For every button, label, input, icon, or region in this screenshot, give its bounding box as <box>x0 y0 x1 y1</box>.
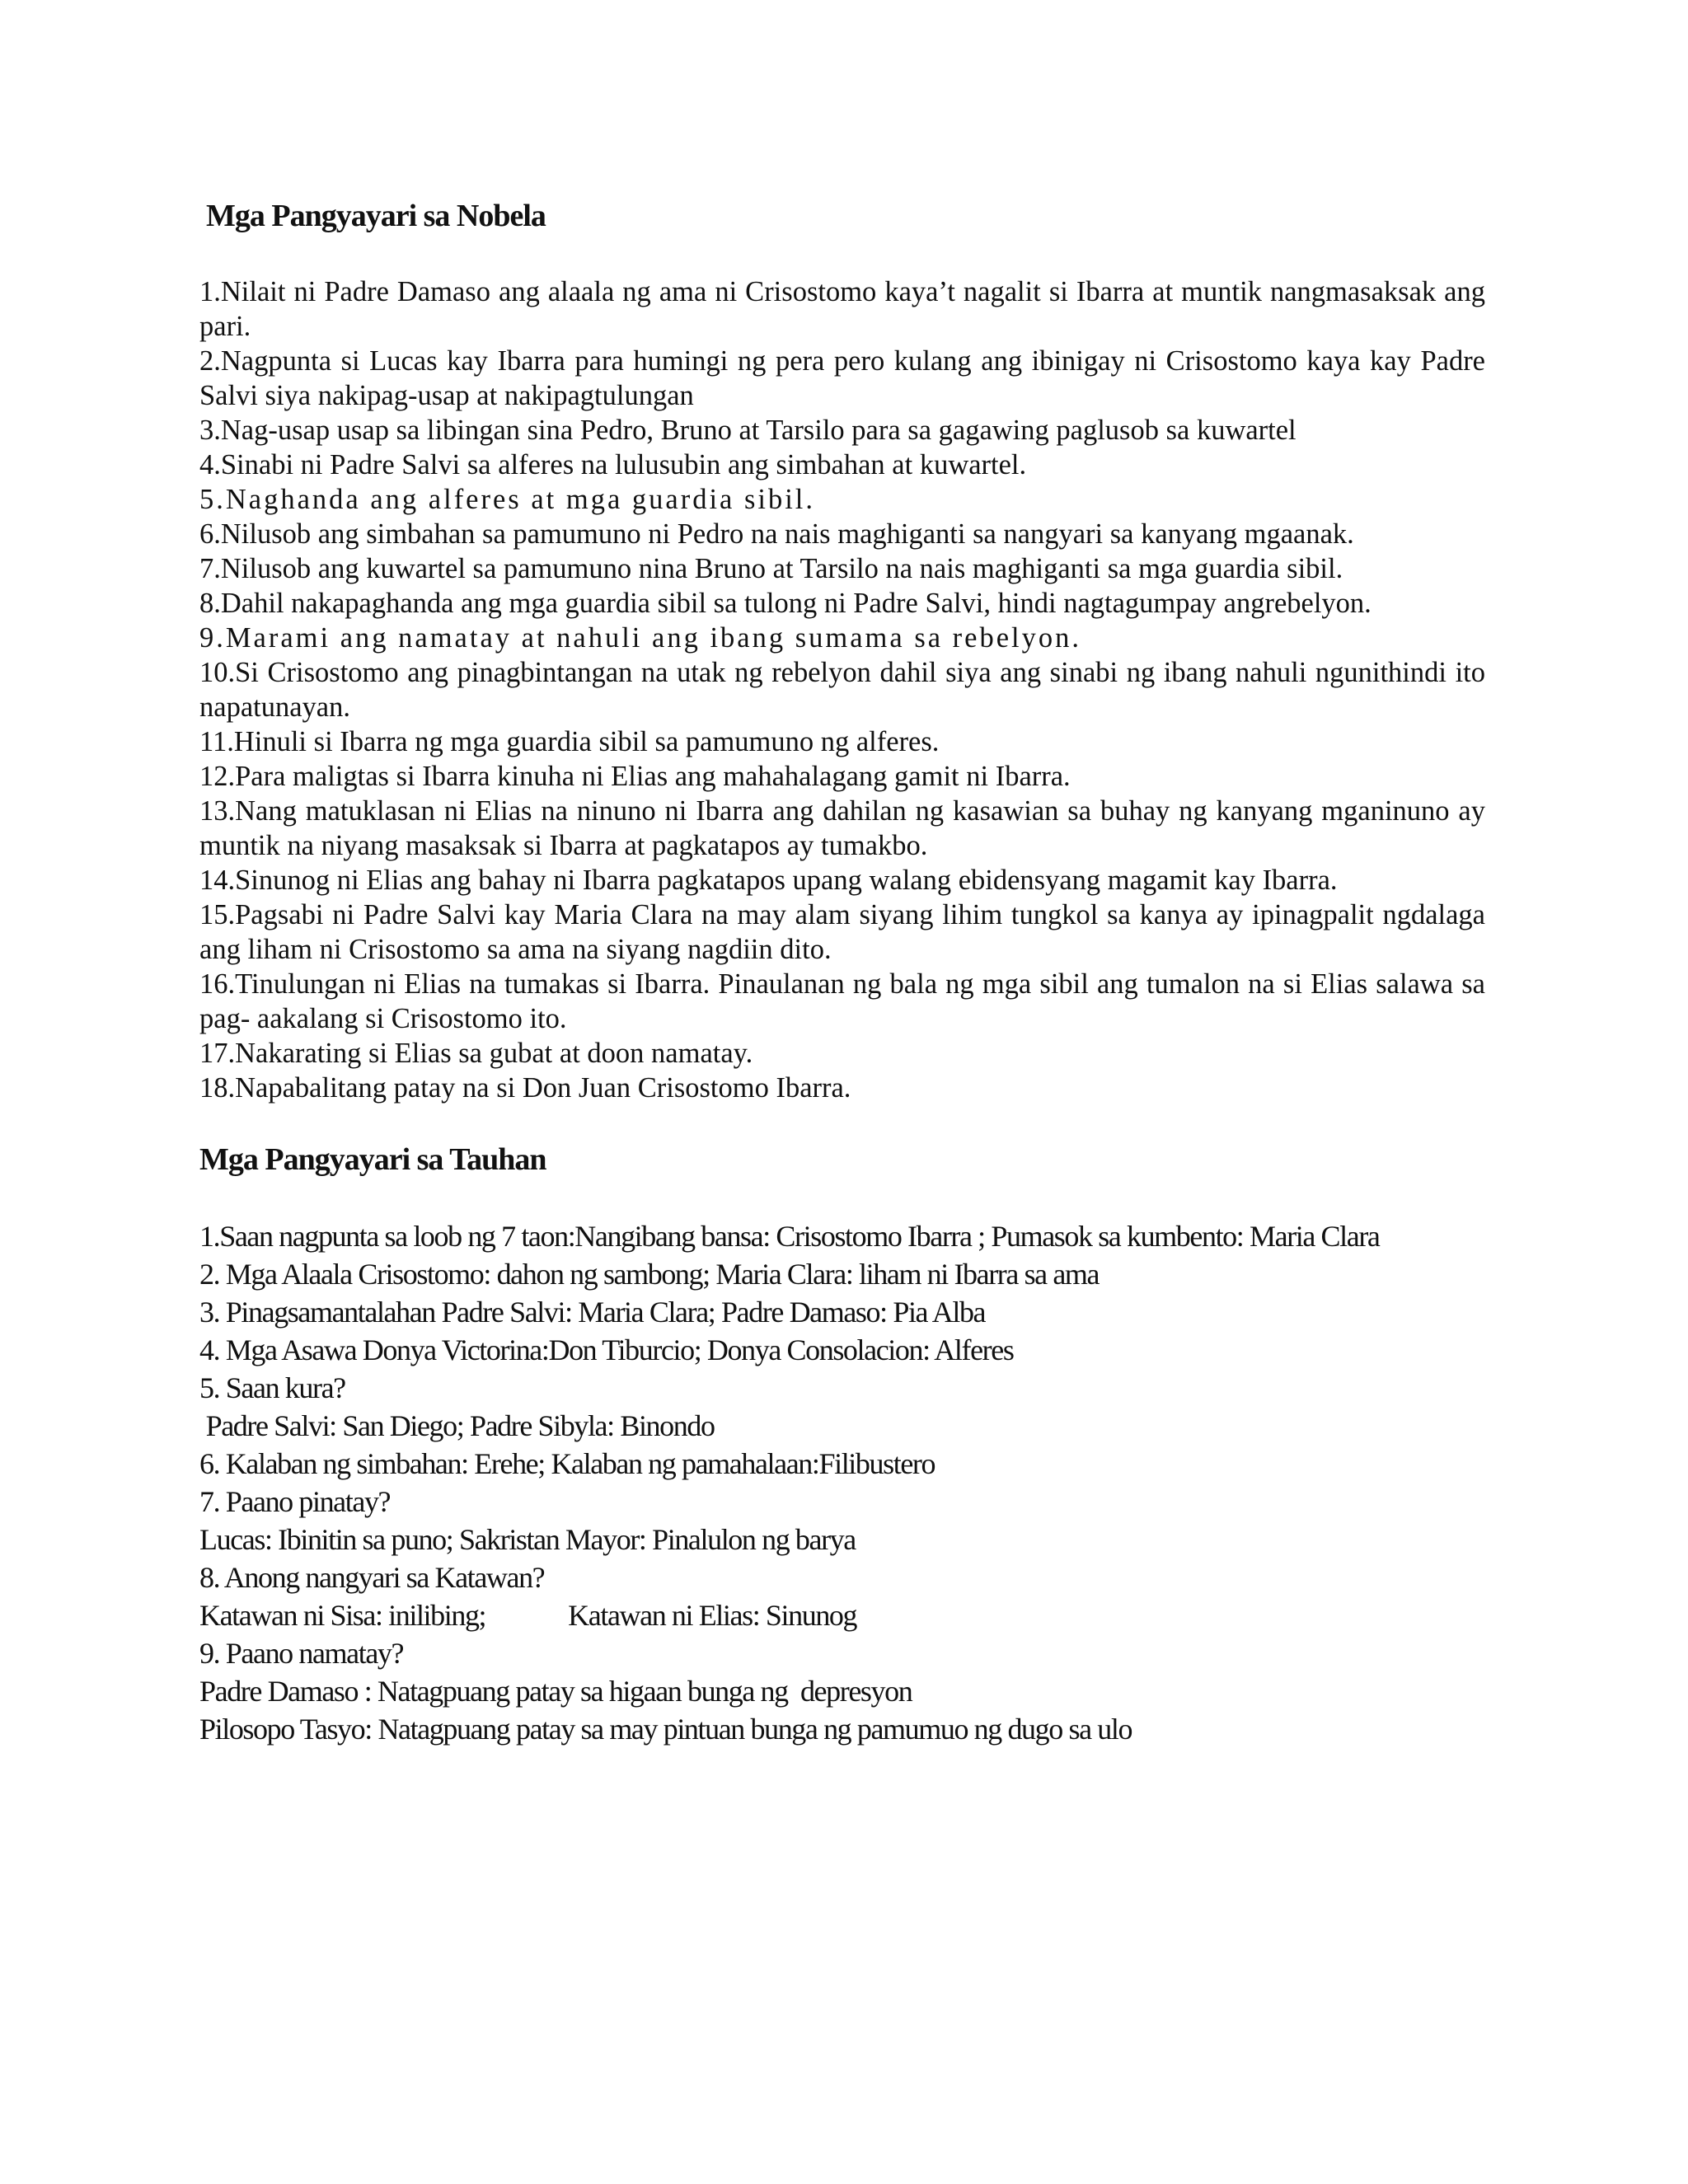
list-item: 1.Nilait ni Padre Damaso ang alaala ng ama ni Crisostomo kaya’t nagalit si Ibarra at muntik nangmasaksak ang pari. <box>199 276 1485 342</box>
list-item: 4.Sinabi ni Padre Salvi sa alferes na lulusubin ang simbahan at kuwartel. <box>199 449 1027 480</box>
list-item: 2. Mga Alaala Crisostomo: dahon ng sambong; Maria Clara: liham ni Ibarra sa ama <box>199 1258 1100 1291</box>
list-item: 5.Naghanda ang alferes at mga guardia sibil. <box>199 484 816 515</box>
list-item: 8. Anong nangyari sa Katawan? <box>199 1561 545 1594</box>
list-item: 1.Saan nagpunta sa loob ng 7 taon:Nangibang bansa: Crisostomo Ibarra ; Pumasok sa kumbento: Maria Clara <box>199 1220 1380 1253</box>
list-item: 4. Mga Asawa Donya Victorina:Don Tiburcio; Donya Consolacion: Alferes <box>199 1333 1014 1366</box>
sisa-text: Katawan ni Sisa: inilibing; <box>199 1599 486 1632</box>
nobela-events-list <box>199 274 1485 1105</box>
list-item: 9.Marami ang namatay at nahuli ang ibang sumama sa rebelyon. <box>199 622 1082 654</box>
section-title-nobela: Mga Pangyayari sa Nobela <box>206 199 546 233</box>
list-item: 3. Pinagsamantalahan Padre Salvi: Maria Clara; Padre Damaso: Pia Alba <box>199 1296 986 1329</box>
list-item: 14.Sinunog ni Elias ang bahay ni Ibarra pagkatapos upang walang ebidensyang magamit kay Ibarra. <box>199 865 1338 896</box>
list-item: 5. Saan kura? <box>199 1371 345 1404</box>
list-item: 6.Nilusob ang simbahan sa pamumuno ni Pedro na nais maghiganti sa nangyari sa kanyang mgaanak. <box>199 518 1354 550</box>
list-item: 15.Pagsabi ni Padre Salvi kay Maria Clara na may alam siyang lihim tungkol sa kanya ay ipinagpalit ngdalaga ang liham ni Crisostomo sa ama na siyang nagdiin dito. <box>199 899 1485 965</box>
list-item: Padre Salvi: San Diego; Padre Sibyla: Binondo <box>199 1409 715 1442</box>
list-item: Padre Damaso : Natagpuang patay sa higaan bunga ng depresyon <box>199 1675 912 1708</box>
list-item: 9. Paano namatay? <box>199 1637 404 1670</box>
list-item: 16.Tinulungan ni Elias na tumakas si Ibarra. Pinaulanan ng bala ng mga sibil ang tumalon na si Elias salawa sa pag- aakalang si Crisostomo ito. <box>199 968 1485 1034</box>
list-item: Lucas: Ibinitin sa puno; Sakristan Mayor: Pinalulon ng barya <box>199 1523 856 1556</box>
list-item: 17.Nakarating si Elias sa gubat at doon namatay. <box>199 1038 753 1069</box>
list-item: 13.Nang matuklasan ni Elias na ninuno ni Ibarra ang dahilan ng kasawian sa buhay ng kanyang mganinuno ay muntik na niyang masaksak si Ibarra at pagkatapos ay tumakbo. <box>199 795 1485 861</box>
list-item <box>199 1596 1485 1634</box>
elias-text: Katawan ni Elias: Sinunog <box>568 1599 857 1632</box>
list-item: 3.Nag-usap usap sa libingan sina Pedro, Bruno at Tarsilo para sa gagawing paglusob sa kuwartel <box>199 415 1296 446</box>
list-item: 18.Napabalitang patay na si Don Juan Crisostomo Ibarra. <box>199 1072 851 1104</box>
list-item: Pilosopo Tasyo: Natagpuang patay sa may pintuan bunga ng pamumuo ng dugo sa ulo <box>199 1713 1132 1746</box>
list-item: 8.Dahil nakapaghanda ang mga guardia sibil sa tulong ni Padre Salvi, hindi nagtagumpay angrebelyon. <box>199 588 1372 619</box>
list-item: 2.Nagpunta si Lucas kay Ibarra para humingi ng pera pero kulang ang ibinigay ni Crisostomo kaya kay Padre Salvi siya nakipag-usap at nakipagtulungan <box>199 345 1485 411</box>
list-item: 11.Hinuli si Ibarra ng mga guardia sibil sa pamumuno ng alferes. <box>199 726 940 757</box>
list-item: 12.Para maligtas si Ibarra kinuha ni Elias ang mahahalagang gamit ni Ibarra. <box>199 761 1071 792</box>
list-item: 7. Paano pinatay? <box>199 1485 391 1518</box>
tauhan-lines-list <box>199 1217 1485 1748</box>
list-item: 10.Si Crisostomo ang pinagbintangan na utak ng rebelyon dahil siya ang sinabi ng ibang nahuli ngunithindi ito napatunayan. <box>199 657 1485 723</box>
section-title-tauhan: Mga Pangyayari sa Tauhan <box>199 1142 546 1177</box>
list-item: 7.Nilusob ang kuwartel sa pamumuno nina Bruno at Tarsilo na nais maghiganti sa mga guardia sibil. <box>199 553 1343 584</box>
list-item: 6. Kalaban ng simbahan: Erehe; Kalaban ng pamahalaan:Filibustero <box>199 1447 935 1480</box>
